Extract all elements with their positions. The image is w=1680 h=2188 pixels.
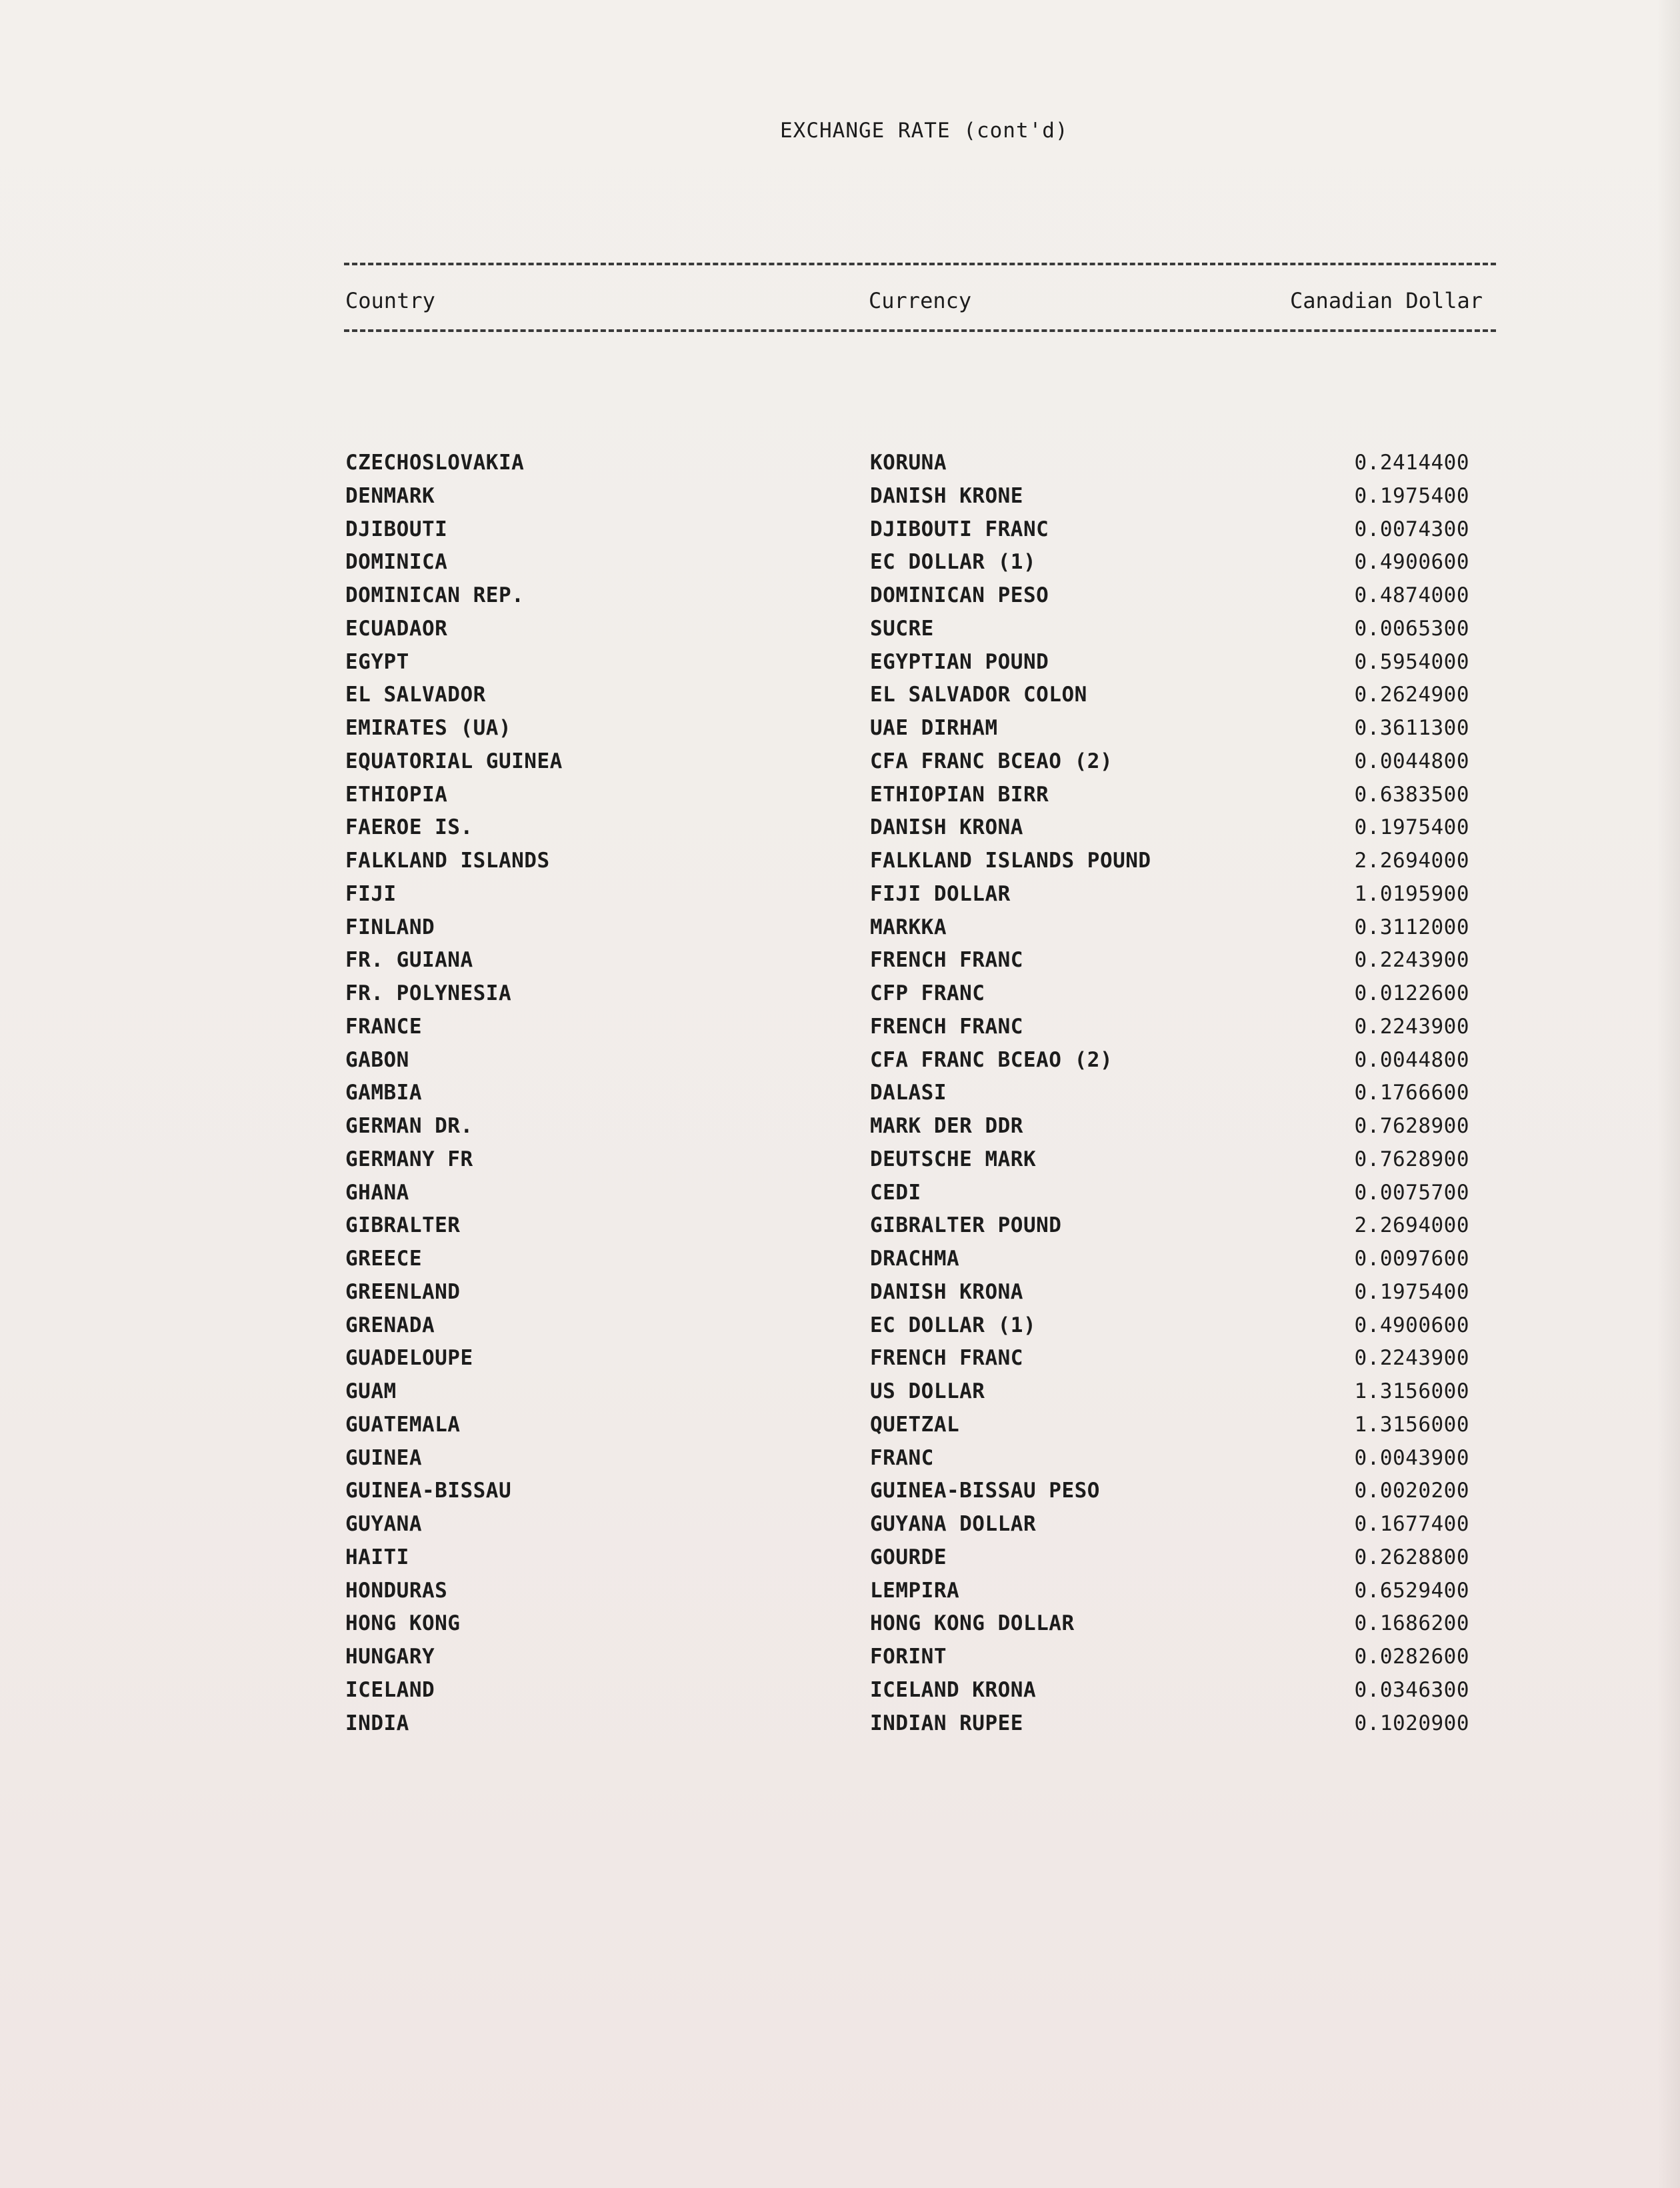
header-rule-bottom [344,329,1496,332]
row-canadian-dollar-rate: 0.1677400 [1354,1512,1469,1536]
row-country: CZECHOSLOVAKIA [345,451,525,475]
table-row [0,849,1680,882]
row-currency: FRENCH FRANC [870,948,1023,973]
row-canadian-dollar-rate: 0.3611300 [1354,716,1469,740]
row-currency: DANISH KRONA [870,1279,1023,1304]
table-row [0,1479,1680,1512]
row-canadian-dollar-rate: 0.2243900 [1354,1014,1469,1039]
table-row [0,650,1680,683]
row-canadian-dollar-rate: 0.4900600 [1354,550,1469,575]
row-country: FR. POLYNESIA [345,981,512,1005]
table-row [0,1280,1680,1313]
table-row [0,783,1680,816]
row-country: HONDURAS [345,1578,448,1603]
row-currency: ICELAND KRONA [870,1677,1037,1702]
row-country: ECUADAOR [345,616,448,641]
row-country: GERMAN DR. [345,1114,473,1138]
row-country: FIJI [345,881,397,906]
row-country: FR. GUIANA [345,948,473,973]
row-currency: GOURDE [870,1545,947,1569]
row-country: FINLAND [345,915,435,939]
row-country: GUAM [345,1379,397,1403]
table-row [0,815,1680,849]
row-canadian-dollar-rate: 0.0282600 [1354,1645,1469,1669]
table-row [0,1446,1680,1479]
table-row [0,1181,1680,1214]
row-currency: FIJI DOLLAR [870,881,1011,906]
row-canadian-dollar-rate: 0.6529400 [1354,1578,1469,1603]
row-currency: CFA FRANC BCEAO (2) [870,1047,1113,1072]
table-row [0,716,1680,749]
table-row [0,1545,1680,1579]
table-row [0,1213,1680,1247]
table-row [0,1678,1680,1711]
row-currency: DANISH KRONA [870,815,1023,840]
page-title: EXCHANGE RATE (cont'd) [780,119,1069,143]
table-row [0,1611,1680,1645]
table-row [0,1081,1680,1114]
row-country: GERMANY FR [345,1147,473,1171]
row-country: HUNGARY [345,1645,435,1669]
row-country: HONG KONG [345,1611,461,1636]
column-header-currency: Currency [869,288,972,313]
row-canadian-dollar-rate: 0.4874000 [1354,583,1469,607]
table-row [0,948,1680,981]
row-canadian-dollar-rate: 0.2414400 [1354,451,1469,475]
row-country: DENMARK [345,483,435,508]
table-row [0,617,1680,650]
row-country: GUINEA [345,1445,422,1470]
row-currency: DEUTSCHE MARK [870,1147,1037,1171]
row-currency: KORUNA [870,451,947,475]
row-canadian-dollar-rate: 0.7628900 [1354,1147,1469,1171]
table-row [0,583,1680,617]
row-country: FALKLAND ISLANDS [345,849,550,873]
table-row [0,1247,1680,1280]
row-country: EGYPT [345,649,409,674]
row-currency: DJIBOUTI FRANC [870,517,1049,541]
row-canadian-dollar-rate: 1.3156000 [1354,1379,1469,1403]
row-currency: LEMPIRA [870,1578,960,1603]
table-row [0,882,1680,915]
exchange-rate-table [0,451,1680,1744]
table-row [0,484,1680,517]
row-canadian-dollar-rate: 0.4900600 [1354,1313,1469,1337]
table-row [0,1313,1680,1347]
row-currency: EGYPTIAN POUND [870,649,1049,674]
row-canadian-dollar-rate: 0.1975400 [1354,1279,1469,1304]
row-canadian-dollar-rate: 1.3156000 [1354,1412,1469,1437]
row-currency: US DOLLAR [870,1379,985,1403]
row-currency: EC DOLLAR (1) [870,1313,1037,1337]
table-row [0,683,1680,716]
row-currency: CEDI [870,1180,921,1205]
row-currency: FRENCH FRANC [870,1014,1023,1039]
row-canadian-dollar-rate: 0.1975400 [1354,815,1469,840]
row-canadian-dollar-rate: 0.0122600 [1354,981,1469,1005]
row-currency: FORINT [870,1645,947,1669]
table-row [0,1413,1680,1446]
row-canadian-dollar-rate: 0.6383500 [1354,782,1469,807]
row-canadian-dollar-rate: 0.3112000 [1354,915,1469,939]
row-canadian-dollar-rate: 0.1020900 [1354,1711,1469,1735]
row-canadian-dollar-rate: 0.0044800 [1354,749,1469,773]
row-currency: MARK DER DDR [870,1114,1023,1138]
row-canadian-dollar-rate: 0.0020200 [1354,1479,1469,1503]
row-canadian-dollar-rate: 0.2243900 [1354,948,1469,973]
row-canadian-dollar-rate: 0.0075700 [1354,1180,1469,1205]
row-currency: UAE DIRHAM [870,716,998,740]
row-currency: EL SALVADOR COLON [870,683,1087,707]
table-row [0,1645,1680,1678]
row-currency: QUETZAL [870,1412,960,1437]
row-currency: MARKKA [870,915,947,939]
row-canadian-dollar-rate: 0.1766600 [1354,1081,1469,1105]
row-country: GUYANA [345,1512,422,1536]
table-row [0,1048,1680,1081]
row-canadian-dollar-rate: 2.2694000 [1354,849,1469,873]
row-canadian-dollar-rate: 0.0346300 [1354,1677,1469,1702]
table-row [0,1346,1680,1379]
row-canadian-dollar-rate: 1.0195900 [1354,881,1469,906]
row-country: EL SALVADOR [345,683,486,707]
row-canadian-dollar-rate: 0.0074300 [1354,517,1469,541]
column-header-country: Country [345,288,435,313]
table-row [0,1512,1680,1545]
row-canadian-dollar-rate: 0.0043900 [1354,1445,1469,1470]
row-currency: FRENCH FRANC [870,1346,1023,1371]
row-country: ICELAND [345,1677,435,1702]
row-country: GRENADA [345,1313,435,1337]
table-row [0,517,1680,551]
row-country: FRANCE [345,1014,422,1039]
row-canadian-dollar-rate: 0.2628800 [1354,1545,1469,1569]
row-canadian-dollar-rate: 0.0097600 [1354,1247,1469,1271]
row-country: INDIA [345,1711,409,1735]
row-country: GIBRALTER [345,1213,461,1238]
row-canadian-dollar-rate: 0.0065300 [1354,616,1469,641]
row-currency: FRANC [870,1445,934,1470]
row-country: DOMINICA [345,550,448,575]
row-currency: CFP FRANC [870,981,985,1005]
row-country: GUATEMALA [345,1412,461,1437]
table-row [0,981,1680,1015]
row-country: DJIBOUTI [345,517,448,541]
row-country: GABON [345,1047,409,1072]
row-currency: GIBRALTER POUND [870,1213,1062,1238]
table-row [0,1147,1680,1181]
row-currency: DRACHMA [870,1247,960,1271]
row-country: GREENLAND [345,1279,461,1304]
row-currency: INDIAN RUPEE [870,1711,1023,1735]
row-country: GAMBIA [345,1081,422,1105]
row-canadian-dollar-rate: 0.2243900 [1354,1346,1469,1371]
row-country: ETHIOPIA [345,782,448,807]
table-row [0,1114,1680,1147]
row-country: EMIRATES (UA) [345,716,512,740]
row-currency: EC DOLLAR (1) [870,550,1037,575]
table-row [0,1711,1680,1745]
row-currency: ETHIOPIAN BIRR [870,782,1049,807]
table-row [0,1015,1680,1048]
header-rule-top [344,263,1496,265]
table-row [0,550,1680,583]
row-canadian-dollar-rate: 0.5954000 [1354,649,1469,674]
column-header-canadian-dollar: Canadian Dollar [1290,288,1483,313]
row-country: GHANA [345,1180,409,1205]
row-canadian-dollar-rate: 0.2624900 [1354,683,1469,707]
table-row [0,451,1680,484]
row-currency: DANISH KRONE [870,483,1023,508]
row-currency: DALASI [870,1081,947,1105]
row-currency: DOMINICAN PESO [870,583,1049,607]
row-country: FAEROE IS. [345,815,473,840]
table-row [0,1579,1680,1612]
row-canadian-dollar-rate: 2.2694000 [1354,1213,1469,1238]
row-currency: GUINEA-BISSAU PESO [870,1479,1100,1503]
row-canadian-dollar-rate: 0.1686200 [1354,1611,1469,1636]
row-currency: FALKLAND ISLANDS POUND [870,849,1151,873]
row-canadian-dollar-rate: 0.0044800 [1354,1047,1469,1072]
row-currency: CFA FRANC BCEAO (2) [870,749,1113,773]
row-currency: HONG KONG DOLLAR [870,1611,1075,1636]
row-canadian-dollar-rate: 0.1975400 [1354,483,1469,508]
row-country: DOMINICAN REP. [345,583,525,607]
row-country: HAITI [345,1545,409,1569]
table-row [0,749,1680,783]
row-country: GUADELOUPE [345,1346,473,1371]
row-currency: SUCRE [870,616,934,641]
row-country: GREECE [345,1247,422,1271]
table-row [0,915,1680,949]
table-row [0,1379,1680,1413]
row-country: EQUATORIAL GUINEA [345,749,563,773]
row-currency: GUYANA DOLLAR [870,1512,1037,1536]
row-country: GUINEA-BISSAU [345,1479,512,1503]
row-canadian-dollar-rate: 0.7628900 [1354,1114,1469,1138]
